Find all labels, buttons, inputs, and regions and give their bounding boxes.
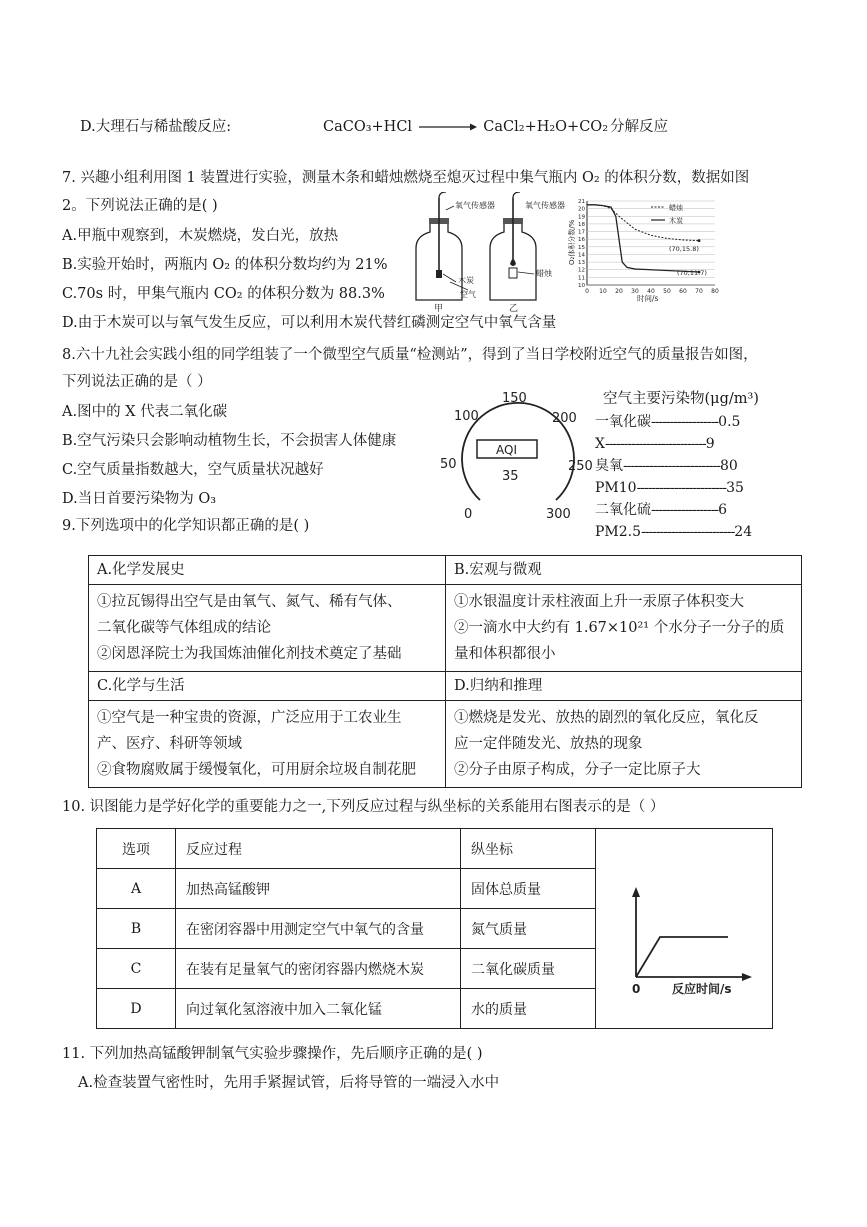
- chart-x-tick-label: 60: [679, 288, 687, 295]
- q6-reactants: CaCO₃+HCl: [323, 119, 413, 135]
- q6-option-d-label: D.大理石与稀盐酸反应:: [80, 119, 232, 135]
- q9-d-line1: ①燃烧是发光、放热的剧烈的氧化反应，氧化反: [454, 710, 759, 726]
- q9-c-line2: 产、医疗、科研等领域: [97, 736, 242, 752]
- legend-candle: 蜡烛: [669, 204, 683, 212]
- q9-c-line3: ②食物腐败属于缓慢氧化，可用厨余垃圾自制花肥: [97, 762, 416, 778]
- pollutant-leader: ------------------: [651, 502, 719, 518]
- pollutant-row: [595, 412, 740, 432]
- chart-y-tick-label: 20: [578, 206, 585, 213]
- gauge-tick-100: 100: [454, 409, 479, 424]
- q10-row-d-ordinate: 水的质量: [461, 989, 596, 1029]
- pollutant-name: 臭氧: [595, 458, 623, 474]
- q9-cell-a-body: [89, 585, 446, 672]
- yi-fuel-label: 蜡烛: [536, 269, 552, 278]
- q10-graph-xlabel: 反应时间/s: [672, 981, 732, 996]
- q7-option-d: D.由于木炭可以与氧气发生反应，可以利用木炭代替红磷测定空气中氧气含量: [62, 315, 557, 331]
- gauge-tick-300: 300: [546, 507, 571, 522]
- chart-y-tick-label: 18: [578, 221, 585, 228]
- aqi-label: AQI: [496, 443, 517, 457]
- chart-y-tick-label: 12: [578, 267, 585, 274]
- pollutant-value: 35: [726, 480, 744, 496]
- q10-row-a-process: 加热高锰酸钾: [176, 869, 461, 909]
- pollutant-value: 6: [718, 502, 728, 518]
- gauge-tick-0: 0: [464, 507, 473, 522]
- yi-name: 乙: [509, 304, 519, 312]
- q10-header-ordinate: 纵坐标: [461, 829, 596, 869]
- q7-option-c: C.70s 时，甲集气瓶内 CO₂ 的体积分数为 88.3%: [62, 286, 385, 302]
- chart-x-tick-label: 80: [711, 288, 719, 295]
- q10-graph: [596, 849, 772, 1009]
- q10-graph-origin: 0: [632, 981, 641, 996]
- q9-d-line2: 应一定伴随发光、放热的现象: [454, 736, 643, 752]
- chart-y-axis-label: O₂体积分数/%: [568, 219, 576, 265]
- q7-option-b: B.实验开始时，两瓶内 O₂ 的体积分数均约为 21%: [62, 257, 388, 273]
- pollutant-value: 9: [705, 436, 715, 452]
- gauge-tick-200: 200: [552, 411, 577, 426]
- jia-sensor-label: 氧气传感器: [455, 201, 495, 210]
- chart-series-endpoint: [698, 239, 701, 242]
- q9-cell-a-head: A.化学发展史: [89, 556, 446, 585]
- legend-charcoal: 木炭: [669, 217, 683, 225]
- pollutants-title: 空气主要污染物(μg/m³): [603, 391, 759, 407]
- chart-x-tick-label: 50: [663, 288, 671, 295]
- q10-header-option: 选项: [97, 829, 176, 869]
- yi-sensor-label: 氧气传感器: [525, 201, 565, 210]
- q9-stem: 9.下列选项中的化学知识都正确的是( ): [62, 518, 310, 534]
- q10-row-b-option: B: [97, 909, 176, 949]
- q8-option-c: C.空气质量指数越大，空气质量状况越好: [62, 462, 324, 478]
- q10-header-process: 反应过程: [176, 829, 461, 869]
- chart-x-tick-label: 10: [599, 288, 607, 295]
- gauge-tick-150: 150: [502, 391, 527, 406]
- chart-x-tick-label: 70: [695, 288, 703, 295]
- q9-cell-c-body: [89, 701, 446, 788]
- q8-option-b: B.空气污染只会影响动植物生长，不会损害人体健康: [62, 433, 397, 449]
- jia-name: 甲: [434, 304, 444, 312]
- pollutant-row: [595, 522, 752, 542]
- jia-fuel-label: 木炭: [458, 276, 474, 285]
- q6-reaction-type: 分解反应: [610, 119, 668, 135]
- chart-x-tick-label: 30: [631, 288, 639, 295]
- pollutant-leader: ---------------------------: [604, 436, 706, 452]
- q10-row-d-process: 向过氧化氢溶液中加入二氧化锰: [176, 989, 461, 1029]
- pollutant-name: PM2.5: [595, 524, 642, 540]
- q10-row-c-ordinate: 二氧化碳质量: [461, 949, 596, 989]
- q7-oxygen-chart: [565, 193, 725, 303]
- pollutant-row: [595, 500, 727, 520]
- q10-row-d-option: D: [97, 989, 176, 1029]
- q9-cell-b-head: B.宏观与微观: [446, 556, 802, 585]
- pollutant-name: 二氧化硫: [595, 502, 651, 518]
- pollutant-leader: --------------------------: [623, 458, 720, 474]
- q7-apparatus-figure: [410, 192, 570, 312]
- q7-stem-1: 7. 兴趣小组利用图 1 装置进行实验，测量木条和蜡烛燃烧至熄灭过程中集气瓶内 O₂ 的体积分数，数据如图: [62, 170, 750, 186]
- pollutant-value: 0.5: [718, 414, 741, 430]
- chart-y-tick-label: 10: [578, 283, 585, 289]
- q6-products: CaCl₂+H₂O+CO₂: [483, 119, 609, 135]
- chart-x-axis-label: 时间/s: [637, 294, 659, 303]
- reaction-arrow-icon: [417, 121, 479, 133]
- q9-cell-d-body: [446, 701, 802, 788]
- pollutant-leader: ------------------------: [636, 480, 727, 496]
- pollutant-row: [595, 456, 738, 476]
- chart-y-tick-label: 14: [578, 252, 585, 259]
- q6-equation: [323, 117, 608, 137]
- q10-graph-cell: [596, 829, 773, 1029]
- chart-x-tick-label: 0: [585, 288, 589, 295]
- chart-y-tick-label: 11: [578, 275, 585, 282]
- q10-row-a-ordinate: 固体总质量: [461, 869, 596, 909]
- q7-stem-2: 2。下列说法正确的是( ): [62, 198, 218, 214]
- q9-a-line1: ①拉瓦锡得出空气是由氧气、氮气、稀有气体、: [97, 594, 402, 610]
- q8-stem-1: 8.六十九社会实践小组的同学组装了一个微型空气质量“检测站”，得到了当日学校附近空气的质量报告如图，: [62, 347, 758, 363]
- q10-row-c-process: 在装有足量氧气的密闭容器内燃烧木炭: [176, 949, 461, 989]
- chart-x-tick-label: 20: [615, 288, 623, 295]
- gauge-tick-250: 250: [568, 459, 593, 474]
- pollutant-name: X: [595, 436, 605, 452]
- q8-stem-2: 下列说法正确的是（ ）: [62, 374, 212, 390]
- q9-cell-d-head: D.归纳和推理: [446, 672, 802, 701]
- aqi-value: 35: [502, 469, 519, 484]
- q9-b-line2: ②一滴水中大约有 1.67×10²¹ 个水分子一分子的质: [454, 620, 785, 636]
- chart-y-tick-label: 13: [578, 260, 585, 267]
- annotation-candle-end: (70,15.8): [669, 245, 699, 253]
- pollutant-row: [595, 434, 715, 454]
- q8-option-d: D.当日首要污染物为 O₃: [62, 491, 217, 507]
- q11-stem: 11. 下列加热高锰酸钾制氧气实验步骤操作，先后顺序正确的是( ): [62, 1046, 483, 1062]
- q10-row-b-process: 在密闭容器中用测定空气中氧气的含量: [176, 909, 461, 949]
- q10-stem: 10. 识图能力是学好化学的重要能力之一,下列反应过程与纵坐标的关系能用右图表示的是（ ）: [62, 799, 665, 815]
- q9-b-line1: ①水银温度计汞柱液面上升一汞原子体积变大: [454, 594, 744, 610]
- chart-y-tick-label: 15: [578, 244, 585, 251]
- q9-b-line3: 量和体积都很小: [454, 646, 556, 662]
- chart-y-tick-label: 19: [578, 214, 585, 221]
- q10-table: [96, 828, 773, 1029]
- pollutant-name: 一氧化碳: [595, 414, 651, 430]
- q7-option-a: A.甲瓶中观察到，木炭燃烧，发白光，放热: [62, 228, 339, 244]
- q10-row-c-option: C: [97, 949, 176, 989]
- annotation-charcoal-end: (70,11.7): [677, 269, 707, 277]
- pollutant-row: [595, 478, 744, 498]
- pollutant-name: PM10: [595, 480, 637, 496]
- q10-row-b-ordinate: 氮气质量: [461, 909, 596, 949]
- jia-gas-label: 空气: [460, 290, 476, 299]
- q9-a-line3: ②闵恩泽院士为我国炼油催化剂技术奠定了基础: [97, 646, 402, 662]
- chart-y-tick-label: 17: [578, 229, 585, 236]
- q9-d-line3: ②分子由原子构成，分子一定比原子大: [454, 762, 701, 778]
- pollutant-leader: -------------------------: [641, 524, 735, 540]
- aqi-gauge: [436, 386, 596, 522]
- chart-y-tick-label: 16: [578, 237, 585, 244]
- pollutant-value: 80: [720, 458, 738, 474]
- q9-table: [88, 555, 802, 788]
- chart-y-tick-label: 21: [578, 199, 585, 205]
- pollutant-value: 24: [734, 524, 753, 540]
- q9-c-line1: ①空气是一种宝贵的资源，广泛应用于工农业生: [97, 710, 402, 726]
- q9-a-line2: 二氧化碳等气体组成的结论: [97, 620, 271, 636]
- q11-option-a: A.检查装置气密性时，先用手紧握试管，后将导管的一端浸入水中: [78, 1075, 500, 1091]
- q10-row-a-option: A: [97, 869, 176, 909]
- chart-x-tick-label: 40: [647, 288, 655, 295]
- q9-cell-c-head: C.化学与生活: [89, 672, 446, 701]
- q8-option-a: A.图中的 X 代表二氧化碳: [62, 404, 228, 420]
- pollutant-leader: ------------------: [651, 414, 719, 430]
- gauge-tick-50: 50: [440, 457, 457, 472]
- q9-cell-b-body: [446, 585, 802, 672]
